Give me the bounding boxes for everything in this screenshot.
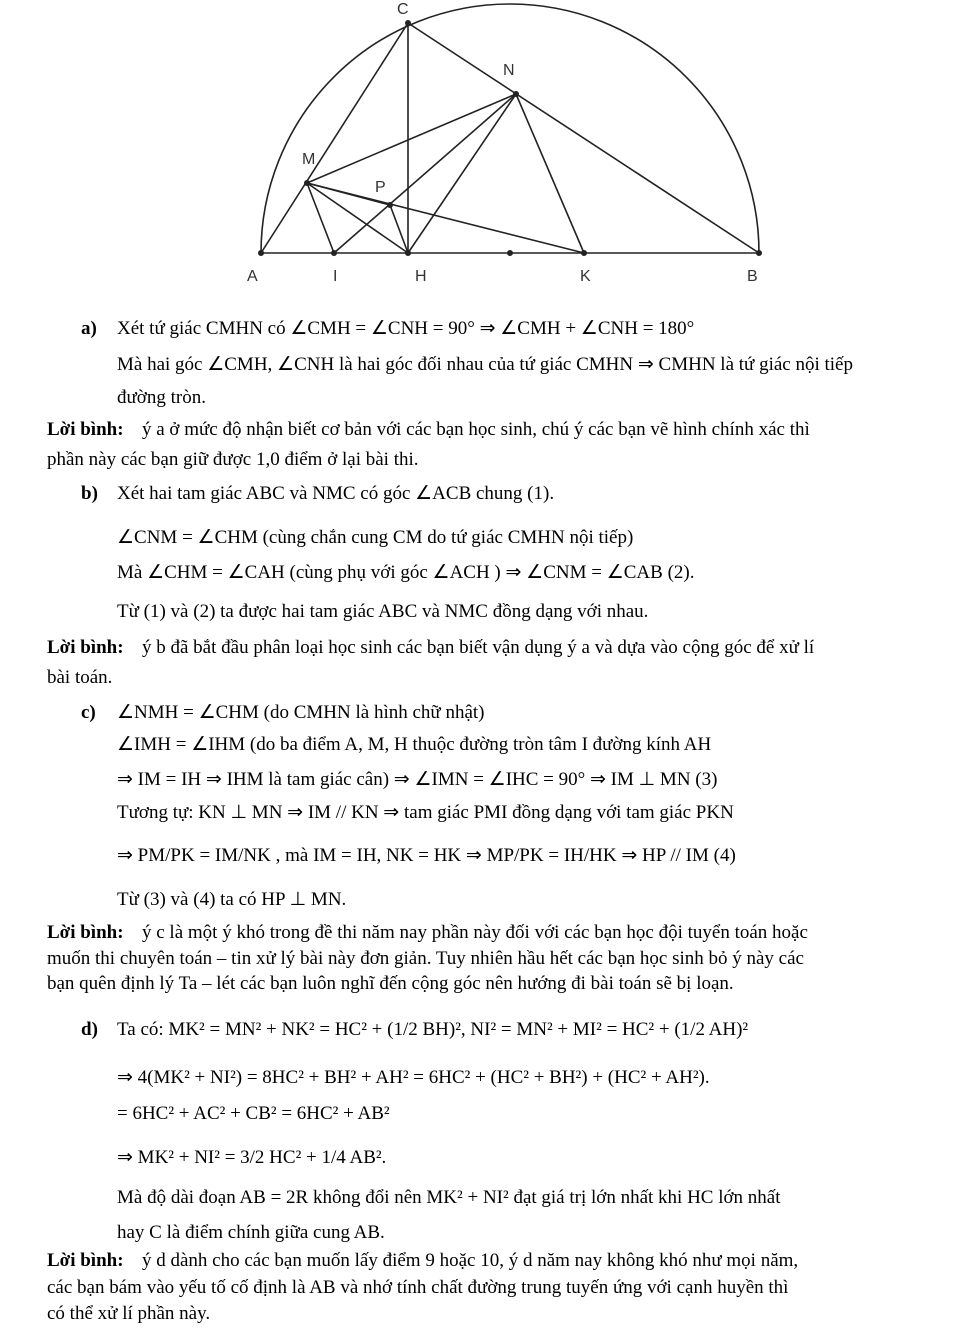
part-d-line-4: ⇒ MK² + NI² = 3/2 HC² + 1/4 AB². <box>117 1147 387 1168</box>
remark-d-label: Lời bình: <box>47 1250 124 1271</box>
part-d-line-1: Ta có: MK² = MN² + NK² = HC² + (1/2 BH)², NI² = MN² + MI² = HC² + (1/2 AH)² <box>117 1019 749 1040</box>
label-I: I <box>333 268 338 285</box>
semicircle-arc <box>261 4 759 253</box>
part-c-line-6: Từ (3) và (4) ta có HP ⊥ MN. <box>117 889 347 910</box>
label-M: M <box>302 151 316 168</box>
segment-NK <box>516 94 584 253</box>
part-c-line-5: ⇒ PM/PK = IM/NK , mà IM = IH, NK = HK ⇒ MP/PK = IH/HK ⇒ HP // IM (4) <box>117 845 736 866</box>
label-B: B <box>747 268 758 285</box>
label-K: K <box>580 268 591 285</box>
segment-MN <box>307 94 516 183</box>
part-b-line-1: Xét hai tam giác ABC và NMC có góc ∠ACB chung (1). <box>117 483 555 504</box>
remark-a-label: Lời bình: <box>47 419 124 440</box>
segment-MI <box>307 183 334 253</box>
part-a-line-1: Xét tứ giác CMHN có ∠CMH = ∠CNH = 90° ⇒ ∠CMH + ∠CNH = 180° <box>117 318 695 339</box>
remark-c-label: Lời bình: <box>47 922 124 943</box>
part-c-line-2: ∠IMH = ∠IHM (do ba điểm A, M, H thuộc đường tròn tâm I đường kính AH <box>117 734 712 755</box>
remark-c-line-2: muốn thi chuyên toán – tin xử lý bài này đơn giản. Tuy nhiên hầu hết các bạn học sinh bỏ ý này các <box>47 948 804 969</box>
remark-c-line-1: ý c là một ý khó trong đề thi năm nay phần này đối với các bạn học đội tuyển toán hoặc <box>142 922 808 943</box>
part-d-line-5: Mà độ dài đoạn AB = 2R không đổi nên MK² + NI² đạt giá trị lớn nhất khi HC lớn nhất <box>117 1187 781 1208</box>
remark-d-line-1: ý d dành cho các bạn muốn lấy điểm 9 hoặc 10, ý d năm nay không khó như mọi năm, <box>142 1250 799 1271</box>
part-a-line-3: đường tròn. <box>117 387 206 408</box>
remark-b-line-2: bài toán. <box>47 667 113 688</box>
part-c-line-3: ⇒ IM = IH ⇒ IHM là tam giác cân) ⇒ ∠IMN = ∠IHC = 90° ⇒ IM ⊥ MN (3) <box>117 769 718 790</box>
remark-c-line-3: bạn quên định lý Ta – lét các bạn luôn nghĩ đến cộng góc nên hướng đi bài toán sẽ bị loạn. <box>47 973 734 994</box>
part-a-line-2: Mà hai góc ∠CMH, ∠CNH là hai góc đối nhau của tứ giác CMHN ⇒ CMHN là tứ giác nội tiếp <box>117 354 853 375</box>
label-H: H <box>415 268 427 285</box>
label-A: A <box>247 268 258 285</box>
remark-b-label: Lời bình: <box>47 637 124 658</box>
label-N: N <box>503 62 515 79</box>
remark-b-line-1: ý b đã bắt đầu phân loại học sinh các bạn biết vận dụng ý a và dựa vào cộng góc để xử lí <box>142 637 815 658</box>
label-C: C <box>397 1 409 18</box>
part-d-label: d) <box>81 1019 98 1040</box>
part-b-line-3: Mà ∠CHM = ∠CAH (cùng phụ với góc ∠ACH ) ⇒ ∠CNM = ∠CAB (2). <box>117 562 695 583</box>
part-b-label: b) <box>81 483 98 504</box>
part-c-line-4: Tương tự: KN ⊥ MN ⇒ IM // KN ⇒ tam giác PMI đồng dạng với tam giác PKN <box>117 802 734 823</box>
geometry-figure <box>0 0 969 300</box>
part-a-label: a) <box>81 318 97 339</box>
part-c-line-1: ∠NMH = ∠CHM (do CMHN là hình chữ nhật) <box>117 702 485 723</box>
remark-d-line-2: các bạn bám vào yếu tố cố định là AB và nhớ tính chất đường trung tuyến ứng với cạnh huyền thì <box>47 1277 789 1298</box>
part-d-line-6: hay C là điểm chính giữa cung AB. <box>117 1222 385 1243</box>
part-b-line-4: Từ (1) và (2) ta được hai tam giác ABC và NMC đồng dạng với nhau. <box>117 601 649 622</box>
remark-d-line-3: có thể xử lí phần này. <box>47 1303 211 1324</box>
segment-CB <box>408 23 759 253</box>
part-c-label: c) <box>81 702 96 723</box>
segment-MH <box>307 183 408 253</box>
part-b-line-2: ∠CNM = ∠CHM (cùng chắn cung CM do tứ giác CMHN nội tiếp) <box>117 527 634 548</box>
remark-a-line-1: ý a ở mức độ nhận biết cơ bản với các bạn học sinh, chú ý các bạn vẽ hình chính xác thì <box>142 419 810 440</box>
part-d-line-3: = 6HC² + AC² + CB² = 6HC² + AB² <box>117 1103 390 1124</box>
segment-AC <box>261 23 408 253</box>
label-P: P <box>375 179 386 196</box>
part-d-line-2: ⇒ 4(MK² + NI²) = 8HC² + BH² + AH² = 6HC² + (HC² + BH²) + (HC² + AH²). <box>117 1067 710 1088</box>
remark-a-line-2: phần này các bạn giữ được 1,0 điểm ở lại bài thi. <box>47 449 419 470</box>
